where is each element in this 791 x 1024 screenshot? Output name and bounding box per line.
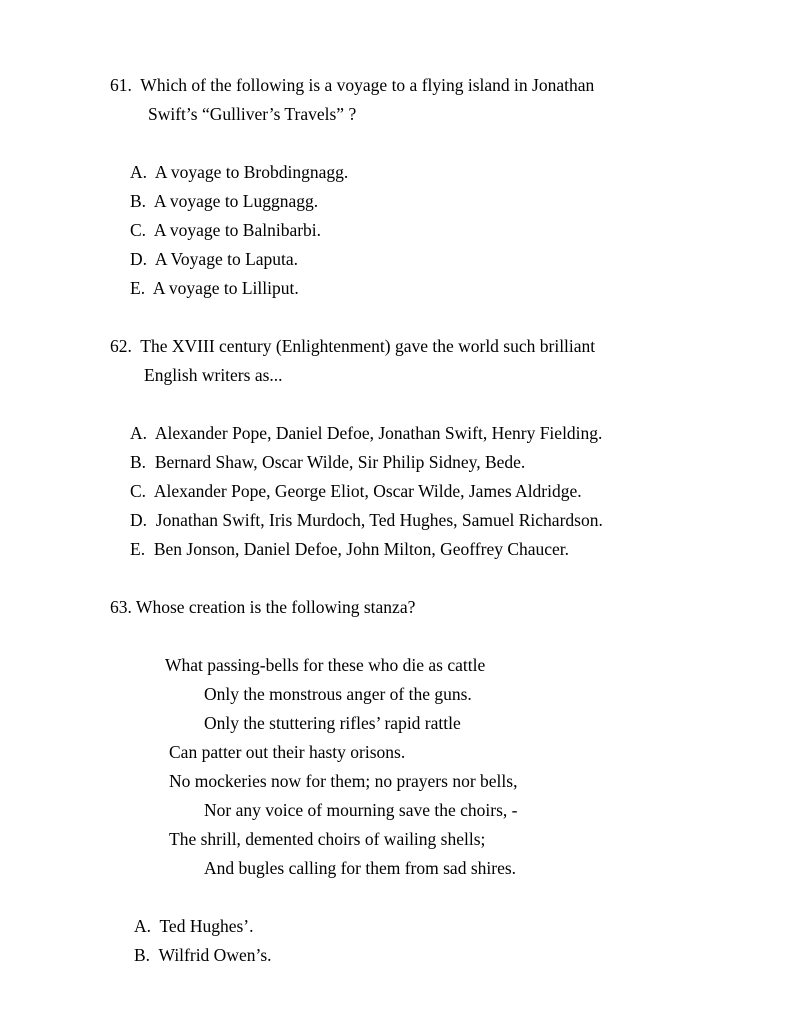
q63-option-a <box>134 918 253 936</box>
option-letter: E. <box>130 539 146 559</box>
option-letter: A. <box>130 162 148 182</box>
question-61-text-continued: Swift’s “Gulliver’s Travels” ? <box>148 104 357 124</box>
q63-option-b <box>134 947 272 965</box>
q61-option-d <box>130 251 298 269</box>
stanza-line: Can patter out their hasty orisons. <box>169 742 406 762</box>
option-text: A Voyage to Laputa. <box>154 249 299 269</box>
q61-option-b <box>130 193 318 211</box>
q62-option-a <box>130 425 602 443</box>
option-text: A voyage to Lilliput. <box>152 278 299 298</box>
option-letter: C. <box>130 481 147 501</box>
option-text: Ted Hughes’. <box>159 916 254 936</box>
option-letter: C. <box>130 220 147 240</box>
option-letter: A. <box>130 423 148 443</box>
option-text: Jonathan Swift, Iris Murdoch, Ted Hughes, Samuel Richardson. <box>155 510 603 530</box>
stanza-line: The shrill, demented choirs of wailing shells; <box>169 829 486 849</box>
option-text: Alexander Pope, Daniel Defoe, Jonathan Swift, Henry Fielding. <box>154 423 603 443</box>
option-letter: B. <box>130 452 147 472</box>
option-letter: A. <box>134 916 152 936</box>
option-letter: B. <box>134 945 151 965</box>
stanza-line: Only the stuttering rifles’ rapid rattle <box>204 713 461 733</box>
option-text: A voyage to Brobdingnagg. <box>154 162 349 182</box>
stanza-line: Only the monstrous anger of the guns. <box>204 684 472 704</box>
question-62-text: 62. The XVIII century (Enlightenment) gave the world such brilliant <box>110 336 596 356</box>
stanza-line: What passing-bells for these who die as cattle <box>165 655 486 675</box>
q62-option-b <box>130 454 525 472</box>
option-text: Ben Jonson, Daniel Defoe, John Milton, Geoffrey Chaucer. <box>153 539 570 559</box>
question-62-text-continued: English writers as... <box>144 365 283 385</box>
option-text: A voyage to Luggnagg. <box>153 191 319 211</box>
option-letter: B. <box>130 191 147 211</box>
q62-option-c <box>130 483 582 501</box>
q61-option-c <box>130 222 321 240</box>
stanza-line: No mockeries now for them; no prayers nor bells, <box>169 771 518 791</box>
q62-option-e <box>130 541 569 559</box>
option-text: Bernard Shaw, Oscar Wilde, Sir Philip Sidney, Bede. <box>154 452 526 472</box>
option-letter: E. <box>130 278 146 298</box>
question-61-text: 61. Which of the following is a voyage to a flying island in Jonathan <box>110 75 595 95</box>
question-63-text: 63. Whose creation is the following stanza? <box>110 597 416 617</box>
stanza-line: Nor any voice of mourning save the choirs, - <box>204 800 518 820</box>
q61-option-a <box>130 164 348 182</box>
stanza-line: And bugles calling for them from sad shires. <box>204 858 517 878</box>
q61-option-e <box>130 280 299 298</box>
option-letter: D. <box>130 249 148 269</box>
option-text: Alexander Pope, George Eliot, Oscar Wilde, James Aldridge. <box>153 481 582 501</box>
q62-option-d <box>130 512 603 530</box>
option-letter: D. <box>130 510 148 530</box>
option-text: Wilfrid Owen’s. <box>158 945 272 965</box>
option-text: A voyage to Balnibarbi. <box>153 220 322 240</box>
